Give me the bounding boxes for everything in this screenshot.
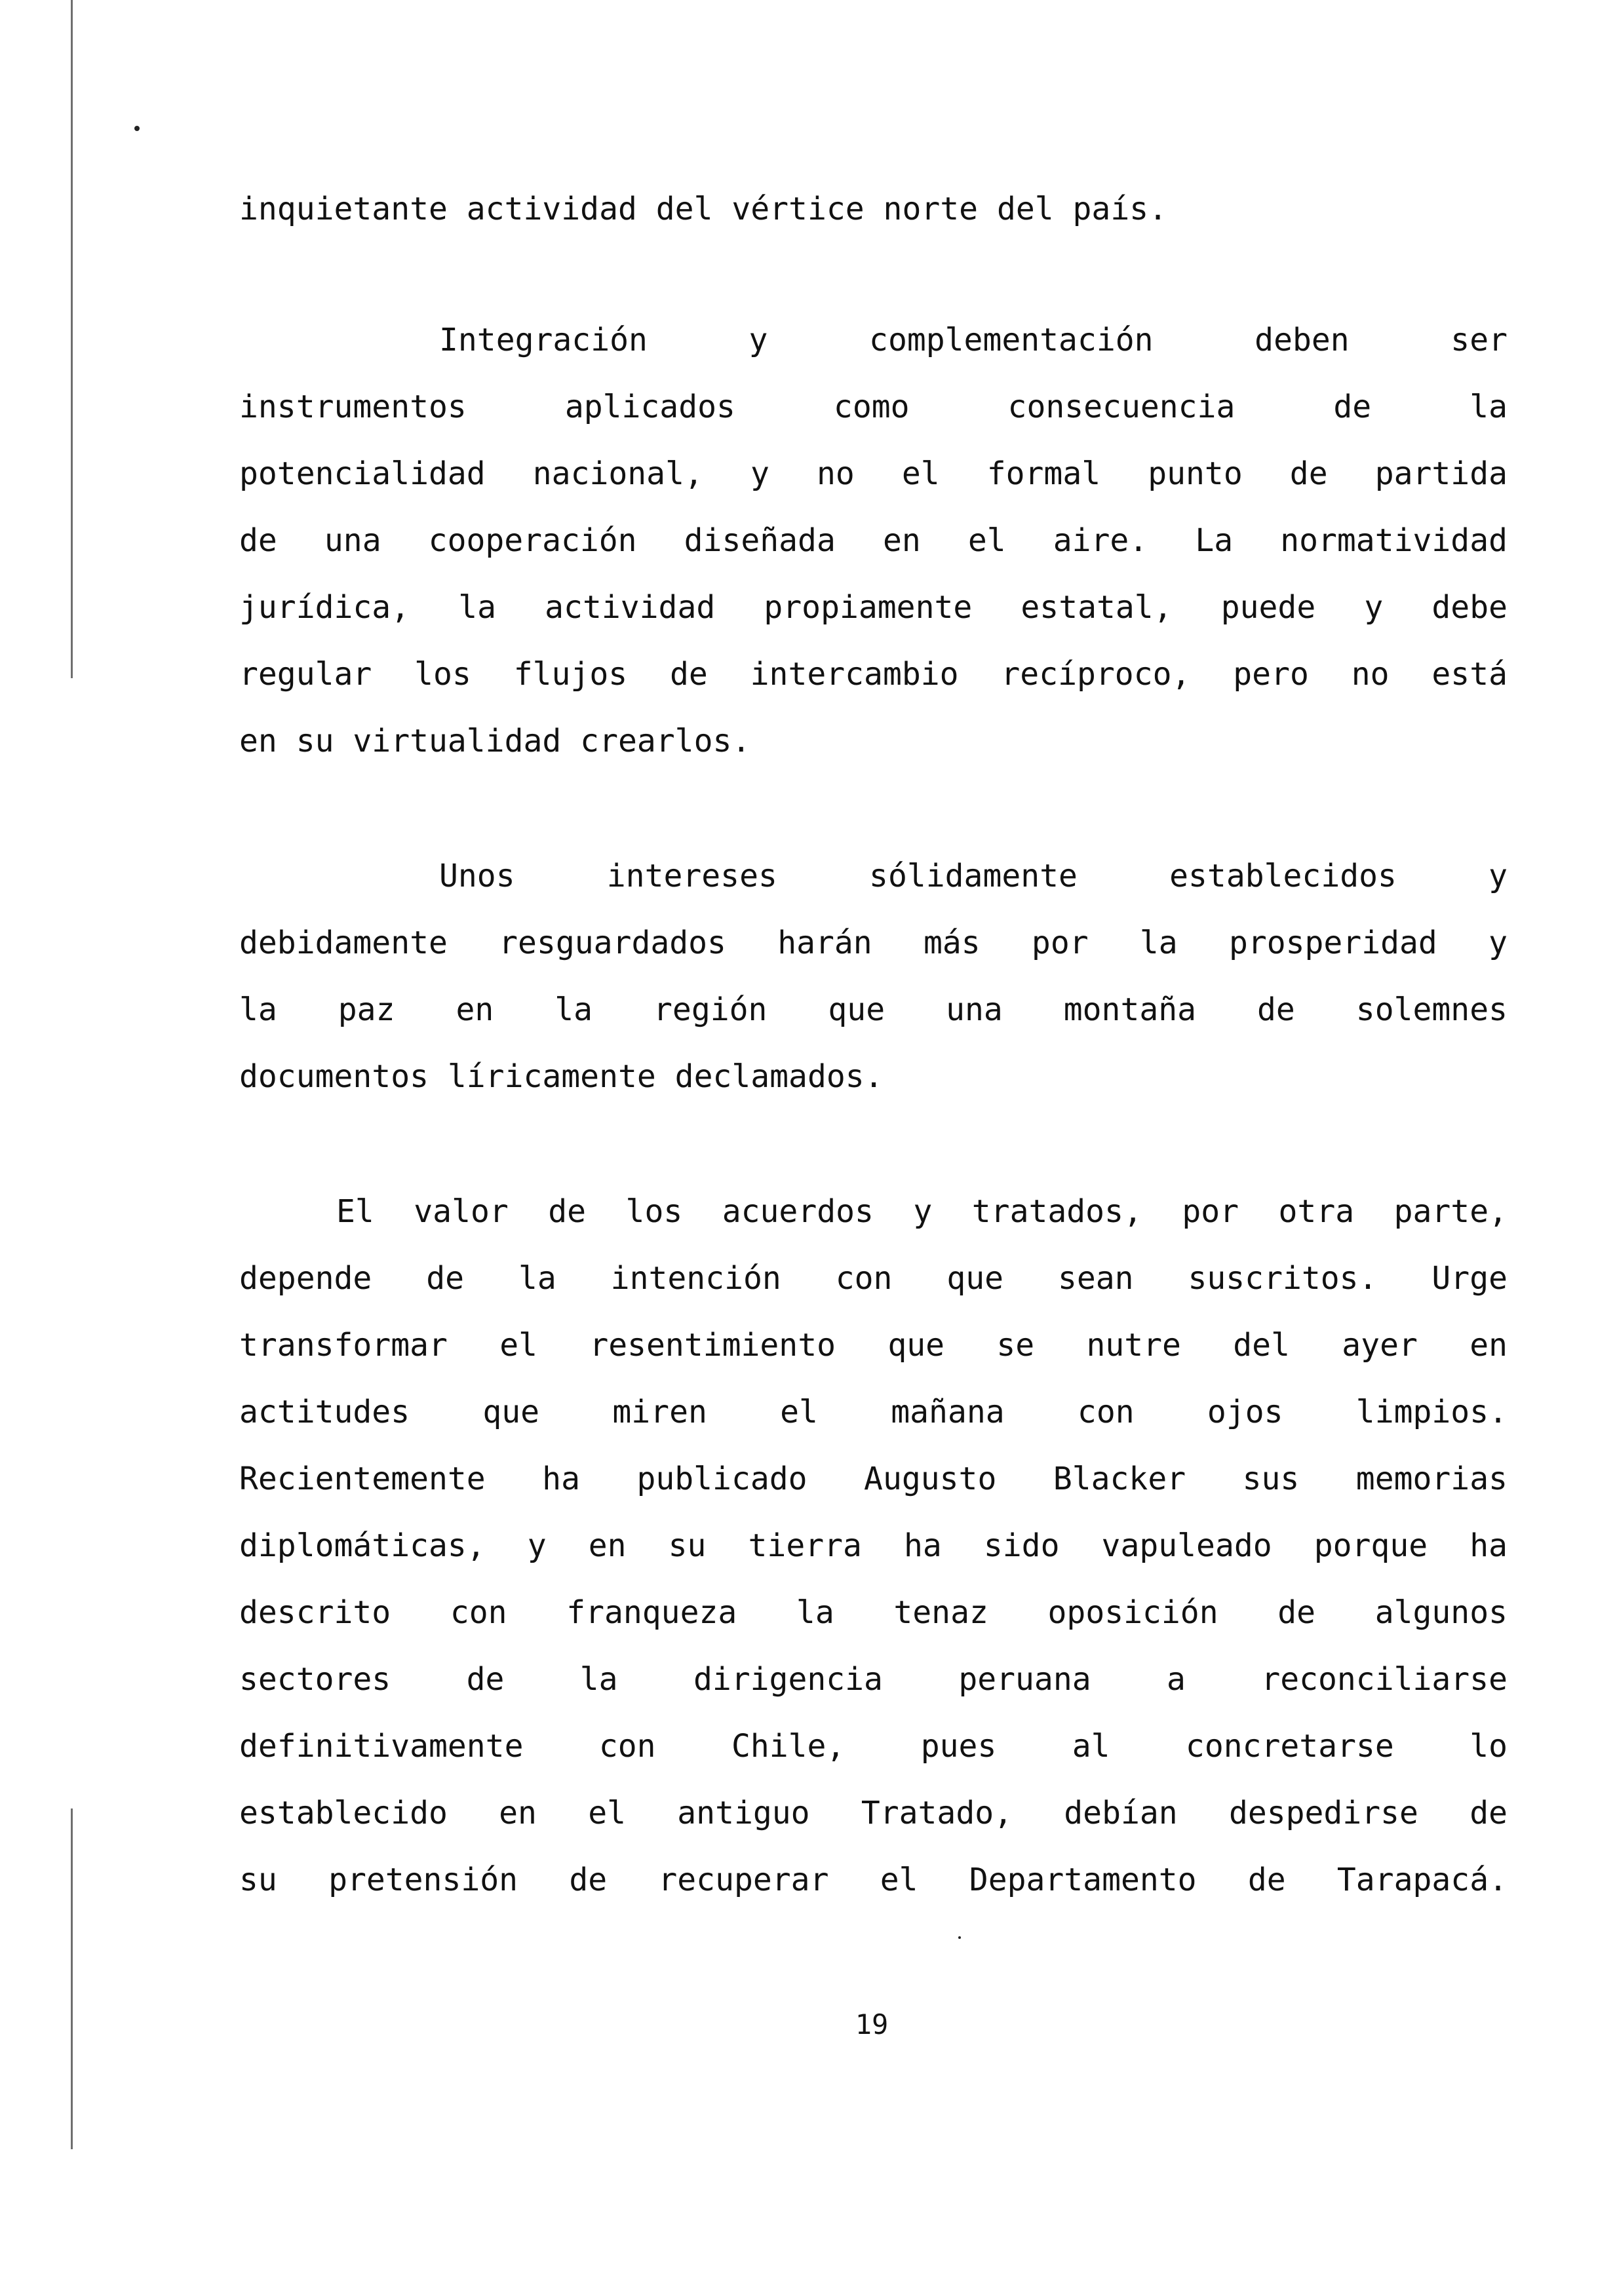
text-line: Unos intereses sólidamente establecidos y	[439, 858, 1508, 894]
text-line: depende de la intención con que sean suscritos. Urge	[239, 1260, 1508, 1297]
text-line: Integración y complementación deben ser	[439, 322, 1508, 358]
text-line: instrumentos aplicados como consecuencia de la	[239, 389, 1508, 425]
text-line: regular los flujos de intercambio recíproco, pero no está	[239, 656, 1508, 693]
scan-speck	[958, 1936, 961, 1939]
text-line: El valor de los acuerdos y tratados, por otra parte,	[336, 1193, 1508, 1230]
text-line: definitivamente con Chile, pues al concretarse lo	[239, 1728, 1508, 1765]
text-line: su pretensión de recuperar el Departamento de Tarapacá.	[239, 1862, 1508, 1898]
text-line: transformar el resentimiento que se nutre del ayer en	[239, 1327, 1508, 1364]
paragraph-0	[239, 176, 1508, 242]
text-line: potencialidad nacional, y no el formal punto de partida	[239, 455, 1508, 492]
text-line: Recientemente ha publicado Augusto Blacker sus memorias	[239, 1461, 1508, 1497]
paragraph-3	[239, 1178, 1508, 1913]
text-line: inquietante actividad del vértice norte del país.	[239, 191, 1168, 227]
scan-binding-line-bottom	[71, 1808, 73, 2149]
scan-speck	[134, 126, 140, 131]
paragraph-1	[239, 307, 1508, 775]
text-line: en su virtualidad crearlos.	[239, 723, 751, 759]
text-line: de una cooperación diseñada en el aire. La normatividad	[239, 522, 1508, 559]
page-number: 19	[855, 2008, 889, 2040]
text-line: la paz en la región que una montaña de solemnes	[239, 991, 1508, 1028]
text-line: actitudes que miren el mañana con ojos limpios.	[239, 1394, 1508, 1430]
text-line: jurídica, la actividad propiamente estatal, puede y debe	[239, 589, 1508, 626]
text-line: sectores de la dirigencia peruana a reconciliarse	[239, 1661, 1508, 1698]
body-text	[239, 176, 1508, 1913]
paragraph-2	[239, 843, 1508, 1110]
text-line: descrito con franqueza la tenaz oposición de algunos	[239, 1594, 1508, 1631]
text-line: documentos líricamente declamados.	[239, 1058, 884, 1095]
scan-binding-line-top	[71, 0, 73, 678]
text-line: debidamente resguardados harán más por la prosperidad y	[239, 925, 1508, 961]
text-line: diplomáticas, y en su tierra ha sido vapuleado porque ha	[239, 1527, 1508, 1564]
text-line: establecido en el antiguo Tratado, debían despedirse de	[239, 1795, 1508, 1831]
